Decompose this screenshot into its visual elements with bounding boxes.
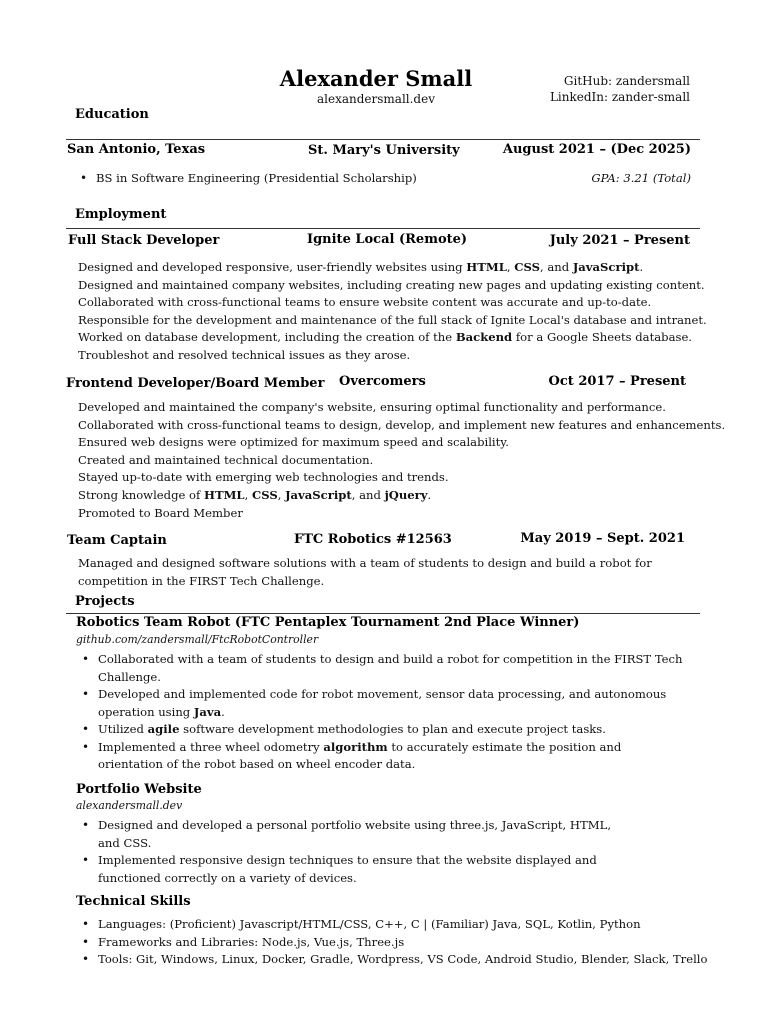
skill-item: • Languages: (Proficient) Javascript/HTML/CSS, C++, C | (Familiar) Java, SQL, Kotlin, Python [78, 916, 758, 934]
text-segment: software development methodologies to plan and execute project tasks. [179, 722, 606, 736]
job-description-list [78, 399, 725, 522]
project-link[interactable]: alexandersmall.dev [76, 799, 183, 812]
text-segment: Collaborated with a team of students to design and build a robot for competition in the FIRST Tech Challenge. [98, 652, 683, 684]
text-segment: Ensured web designs were optimized for maximum speed and scalability. [78, 435, 509, 450]
keyword-bold: HTML [204, 487, 245, 502]
bullet-item [78, 817, 618, 852]
text-segment: , [244, 487, 252, 502]
keyword-bold: JavaScript [572, 260, 640, 274]
education-dates: August 2021 – (Dec 2025) [502, 142, 691, 157]
keyword-bold: CSS [251, 487, 278, 502]
section-divider [66, 139, 700, 140]
project-title: Robotics Team Robot (FTC Pentaplex Tournament 2nd Place Winner) [76, 615, 580, 630]
description-line [78, 347, 707, 365]
education-school: St. Mary's University [308, 143, 460, 158]
text-segment: Collaborated with cross-functional teams to design, develop, and implement new features and enhancements. [78, 417, 726, 432]
resume-name: Alexander Small [279, 66, 473, 91]
employment-heading: Employment [75, 207, 167, 222]
description-line [78, 329, 707, 347]
text-segment: , and [351, 487, 385, 502]
text-segment: , [277, 487, 286, 502]
keyword-bold: agile [147, 722, 180, 736]
keyword-bold: algorithm [323, 739, 388, 754]
job-org: Ignite Local (Remote) [307, 232, 468, 247]
degree-item: • BS in Software Engineering (Presidential Scholarship) [76, 170, 496, 188]
text-segment: , [506, 260, 515, 274]
text-segment: Implemented responsive design techniques to ensure that the website displayed and functioned correctly on a variety of devices. [98, 853, 597, 885]
job-dates: July 2021 – Present [549, 233, 690, 248]
skill-item: • Frameworks and Libraries: Node.js, Vue.js, Three.js [78, 934, 758, 952]
job-dates: Oct 2017 – Present [548, 374, 686, 389]
text-segment: to accurately estimate the position and orientation of the robot based on wheel encoder data. [98, 739, 622, 771]
github-link[interactable]: GitHub: zandersmall [563, 74, 690, 88]
text-segment: Designed and developed a personal portfolio website using three.js, JavaScript, HTML, and CSS. [98, 818, 612, 850]
description-line [78, 469, 725, 487]
keyword-bold: Java [193, 704, 222, 719]
skills-list [78, 916, 758, 969]
description-line [78, 259, 707, 277]
job-org: FTC Robotics #12563 [294, 532, 452, 547]
text-segment: . [427, 487, 432, 502]
text-segment: , and [539, 260, 573, 274]
bullet-item [78, 852, 618, 887]
keyword-bold: CSS [514, 260, 540, 274]
bullet-item [78, 739, 688, 774]
job-title: Full Stack Developer [68, 233, 220, 248]
keyword-bold: HTML [466, 260, 507, 274]
description-line [78, 399, 725, 417]
job-title: Frontend Developer/Board Member [66, 376, 325, 391]
description-line [78, 312, 707, 330]
bullet-item [78, 651, 688, 686]
text-segment: Created and maintained technical documentation. [78, 452, 374, 467]
text-segment: Stayed up-to-date with emerging web technologies and trends. [78, 470, 449, 485]
job-title: Team Captain [67, 533, 167, 548]
section-divider [66, 613, 700, 614]
text-segment: Managed and designed software solutions with a team of students to design and build a robot for [78, 556, 652, 570]
text-segment: . [639, 260, 644, 274]
text-segment: for a Google Sheets database. [512, 330, 692, 345]
skills-heading: Technical Skills [76, 894, 191, 909]
project-bullets [78, 651, 688, 774]
description-line [78, 294, 707, 312]
job-dates: May 2019 – Sept. 2021 [520, 531, 685, 546]
text-segment: Troubleshot and resolved technical issues as they arose. [78, 347, 411, 362]
text-segment: competition in the FIRST Tech Challenge. [78, 573, 325, 588]
job-org: Overcomers [339, 374, 426, 389]
description-line [78, 277, 707, 295]
bullet-item [78, 721, 688, 739]
keyword-bold: jQuery [384, 487, 428, 502]
text-segment: Designed and developed responsive, user-friendly websites using [78, 260, 467, 274]
text-segment: Developed and implemented code for robot movement, sensor data processing, and autonomous operation using [98, 687, 667, 719]
education-location: San Antonio, Texas [67, 142, 206, 157]
gpa: GPA: 3.21 (Total) [591, 171, 691, 185]
description-line [78, 452, 725, 470]
description-line [78, 555, 652, 573]
job-description-list [78, 555, 652, 590]
text-segment: Designed and maintained company websites, including creating new pages and updating existing content. [78, 277, 705, 292]
website-link[interactable]: alexandersmall.dev [316, 92, 435, 106]
description-line [78, 573, 652, 591]
description-line [78, 487, 725, 505]
project-link[interactable]: github.com/zandersmall/FtcRobotController [76, 633, 319, 646]
description-line [78, 434, 725, 452]
text-segment: Responsible for the development and maintenance of the full stack of Ignite Local's database and intranet. [78, 312, 707, 327]
text-segment: Utilized [98, 722, 148, 736]
text-segment: Developed and maintained the company's website, ensuring optimal functionality and performance. [78, 400, 666, 414]
section-divider [66, 228, 700, 229]
description-line [78, 505, 725, 523]
skill-item: • Tools: Git, Windows, Linux, Docker, Gradle, Wordpress, VS Code, Android Studio, Blender, Slack, Trello [78, 951, 758, 969]
text-segment: . [221, 704, 225, 719]
keyword-bold: JavaScript [285, 487, 352, 502]
linkedin-link[interactable]: LinkedIn: zander-small [549, 90, 690, 104]
text-segment: Promoted to Board Member [78, 505, 243, 520]
education-heading: Education [75, 107, 149, 122]
text-segment: Implemented a three wheel odometry [98, 739, 324, 754]
keyword-bold: Backend [455, 330, 513, 345]
education-details [76, 170, 496, 188]
description-line [78, 417, 725, 435]
bullet-item [78, 686, 688, 721]
text-segment: Worked on database development, including the creation of the [78, 330, 456, 345]
job-description-list [78, 259, 707, 365]
project-bullets [78, 817, 618, 887]
text-segment: Collaborated with cross-functional teams to ensure website content was accurate and up-to-date. [78, 295, 652, 310]
text-segment: Strong knowledge of [78, 487, 205, 502]
project-title: Portfolio Website [76, 782, 202, 797]
projects-heading: Projects [75, 594, 135, 609]
